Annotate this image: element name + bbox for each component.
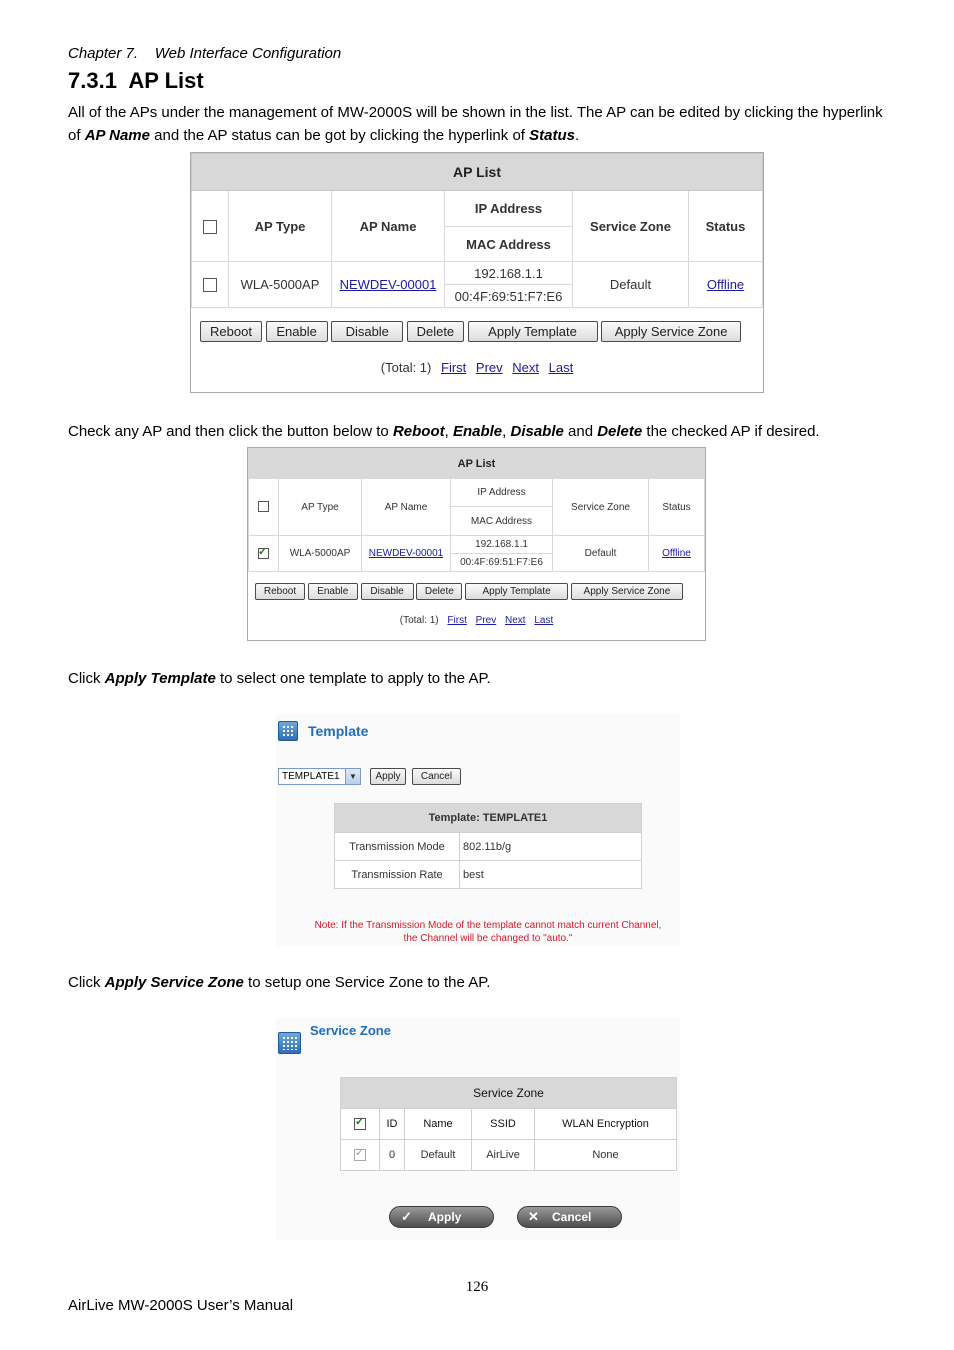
template-select[interactable] (278, 768, 361, 785)
delete-button[interactable]: Delete (407, 321, 464, 342)
col-status: Status (689, 191, 763, 262)
col-ap-name: AP Name (332, 191, 445, 262)
ap-list-title: AP List (192, 154, 763, 191)
template-grid-icon (278, 721, 298, 741)
check-icon: ✓ (401, 1209, 412, 1224)
template-row-value: best (460, 861, 642, 889)
select-all-checkbox[interactable] (203, 220, 217, 234)
template-paragraph (68, 667, 888, 690)
page-number: 126 (465, 1279, 489, 1295)
ap-list-large (190, 152, 764, 393)
ap-action-buttons (200, 321, 763, 342)
small-select-all-checkbox[interactable] (258, 501, 269, 512)
template-text-2: to select one template to apply to the AP. (215, 670, 491, 687)
check-text-1: Check any AP and then click the button below to (68, 423, 393, 440)
col-ap-type: AP Type (229, 191, 332, 262)
small-row-zone: Default (553, 536, 649, 572)
check-sep-2: , (502, 423, 511, 440)
pager-next-link[interactable]: Next (512, 360, 539, 375)
zone-text-1: Click (68, 974, 105, 991)
check-text-2: the checked AP if desired. (642, 423, 820, 440)
zone-col-id: ID (380, 1109, 405, 1140)
small-row-status-link[interactable]: Offline (662, 548, 691, 559)
small-col-ip: IP Address (451, 479, 553, 507)
small-col-ap-name: AP Name (362, 479, 451, 536)
pager-first-link[interactable]: First (441, 360, 467, 375)
close-icon: ✕ (528, 1209, 539, 1224)
template-detail-table (334, 803, 642, 889)
check-bold-enable: Enable (452, 423, 503, 440)
zone-row-ssid: AirLive (472, 1140, 535, 1171)
template-text-1: Click (68, 670, 105, 687)
service-zone-title: Service Zone (310, 1023, 391, 1038)
small-row-ip: 192.168.1.1 (451, 536, 553, 554)
small-pager-prev[interactable]: Prev (475, 615, 497, 626)
col-mac-address: MAC Address (445, 227, 573, 262)
service-zone-panel (276, 1018, 680, 1240)
row-zone: Default (573, 262, 689, 308)
zone-select-all-checkbox[interactable]: ✓ (355, 1116, 365, 1129)
small-delete-button[interactable]: Delete (416, 583, 462, 600)
chevron-down-icon[interactable]: ▼ (345, 769, 360, 784)
disable-button[interactable]: Disable (331, 321, 403, 342)
apply-service-zone-button[interactable]: Apply Service Zone (601, 321, 741, 342)
pager (191, 360, 763, 375)
small-pager-last[interactable]: Last (534, 615, 554, 626)
pager-prev-link[interactable]: Prev (475, 360, 503, 375)
small-pager-total: (Total: 1) (399, 615, 439, 626)
manual-footer: AirLive MW-2000S User’s Manual (68, 1297, 294, 1314)
row-checkbox[interactable] (203, 278, 217, 292)
zone-col-encryption: WLAN Encryption (535, 1109, 677, 1140)
zone-row-name: Default (405, 1140, 472, 1171)
check-bold-reboot: Reboot (392, 423, 445, 440)
template-table-title: Template: TEMPLATE1 (335, 804, 642, 833)
template-title: Template (308, 723, 369, 739)
small-enable-button[interactable]: Enable (308, 583, 358, 600)
check-sep-1: , (444, 423, 453, 440)
template-note-line-2: the Channel will be changed to "auto." (403, 933, 573, 944)
small-reboot-button[interactable]: Reboot (255, 583, 305, 600)
small-col-status: Status (649, 479, 705, 536)
service-zone-table (340, 1077, 677, 1171)
apply-template-button[interactable]: Apply Template (468, 321, 598, 342)
small-row-ap-type: WLA-5000AP (279, 536, 362, 572)
template-row-value: 802.11b/g (460, 833, 642, 861)
zone-row-checkbox[interactable]: ✓ (355, 1147, 365, 1160)
intro-text-1: All of the APs under the management of MW-2000S will be shown in the list. The AP can be edited by clicking the hyperlink of (68, 104, 883, 144)
zone-apply-label: Apply (428, 1210, 462, 1224)
small-pager (248, 615, 705, 626)
zone-paragraph (68, 971, 888, 994)
template-row-label: Transmission Rate (335, 861, 460, 889)
small-row-checkbox-checked[interactable]: ✓ (258, 545, 268, 558)
small-row-ap-name-link[interactable]: NEWDEV-00001 (368, 548, 444, 559)
reboot-button[interactable]: Reboot (200, 321, 262, 342)
small-ap-action-buttons (255, 583, 705, 600)
intro-paragraph (68, 101, 888, 147)
template-select-value: TEMPLATE1 (282, 771, 340, 782)
small-col-zone: Service Zone (553, 479, 649, 536)
check-bold-delete: Delete (597, 423, 643, 440)
template-cancel-button[interactable]: Cancel (412, 768, 461, 785)
intro-bold-status: Status (529, 127, 575, 144)
ap-list-small (247, 447, 706, 641)
zone-col-name: Name (405, 1109, 472, 1140)
row-ap-type: WLA-5000AP (229, 262, 332, 308)
col-ip-address: IP Address (445, 191, 573, 227)
zone-text-2: to setup one Service Zone to the AP. (243, 974, 491, 991)
zone-col-ssid: SSID (472, 1109, 535, 1140)
row-ip: 192.168.1.1 (445, 262, 573, 285)
zone-cancel-label: Cancel (552, 1210, 592, 1224)
ap-list-small-title: AP List (249, 449, 705, 479)
template-note (276, 919, 700, 945)
zone-apply-button[interactable] (389, 1206, 494, 1228)
template-bold: Apply Template (104, 670, 216, 687)
section-title: 7.3.1 AP List (68, 68, 204, 93)
intro-text-2: and the AP status can be got by clicking the hyperlink of (150, 127, 530, 144)
pager-total: (Total: 1) (380, 360, 432, 375)
pager-last-link[interactable]: Last (548, 360, 574, 375)
template-note-line-1: Note: If the Transmission Mode of the template cannot match current Channel, (314, 920, 662, 931)
template-row-label: Transmission Mode (335, 833, 460, 861)
small-col-ap-type: AP Type (279, 479, 362, 536)
col-service-zone: Service Zone (573, 191, 689, 262)
check-bold-disable: Disable (510, 423, 564, 440)
intro-bold-ap-name: AP Name (84, 127, 150, 144)
intro-text-3: . (574, 127, 580, 144)
small-apply-template-button[interactable]: Apply Template (465, 583, 568, 600)
service-zone-table-title: Service Zone (341, 1078, 677, 1109)
small-row-mac: 00:4F:69:51:F7:E6 (451, 554, 553, 572)
check-paragraph (68, 420, 888, 443)
small-col-mac: MAC Address (451, 507, 553, 536)
zone-cancel-button[interactable] (517, 1206, 622, 1228)
row-status-link[interactable]: Offline (706, 277, 745, 292)
small-pager-next[interactable]: Next (505, 615, 526, 626)
small-apply-zone-button[interactable]: Apply Service Zone (571, 583, 683, 600)
template-apply-button[interactable]: Apply (370, 768, 406, 785)
small-disable-button[interactable]: Disable (361, 583, 414, 600)
check-sep-3: and (563, 423, 598, 440)
service-zone-grid-icon (278, 1032, 301, 1054)
row-ap-name-link[interactable]: NEWDEV-00001 (339, 277, 437, 292)
row-mac: 00:4F:69:51:F7:E6 (445, 285, 573, 308)
enable-button[interactable]: Enable (266, 321, 328, 342)
template-panel (276, 714, 680, 946)
chapter-header: Chapter 7. Web Interface Configuration (68, 45, 342, 62)
small-pager-first[interactable]: First (447, 615, 467, 626)
zone-bold: Apply Service Zone (104, 974, 244, 991)
zone-row-encryption: None (535, 1140, 677, 1171)
zone-row-id: 0 (380, 1140, 405, 1171)
